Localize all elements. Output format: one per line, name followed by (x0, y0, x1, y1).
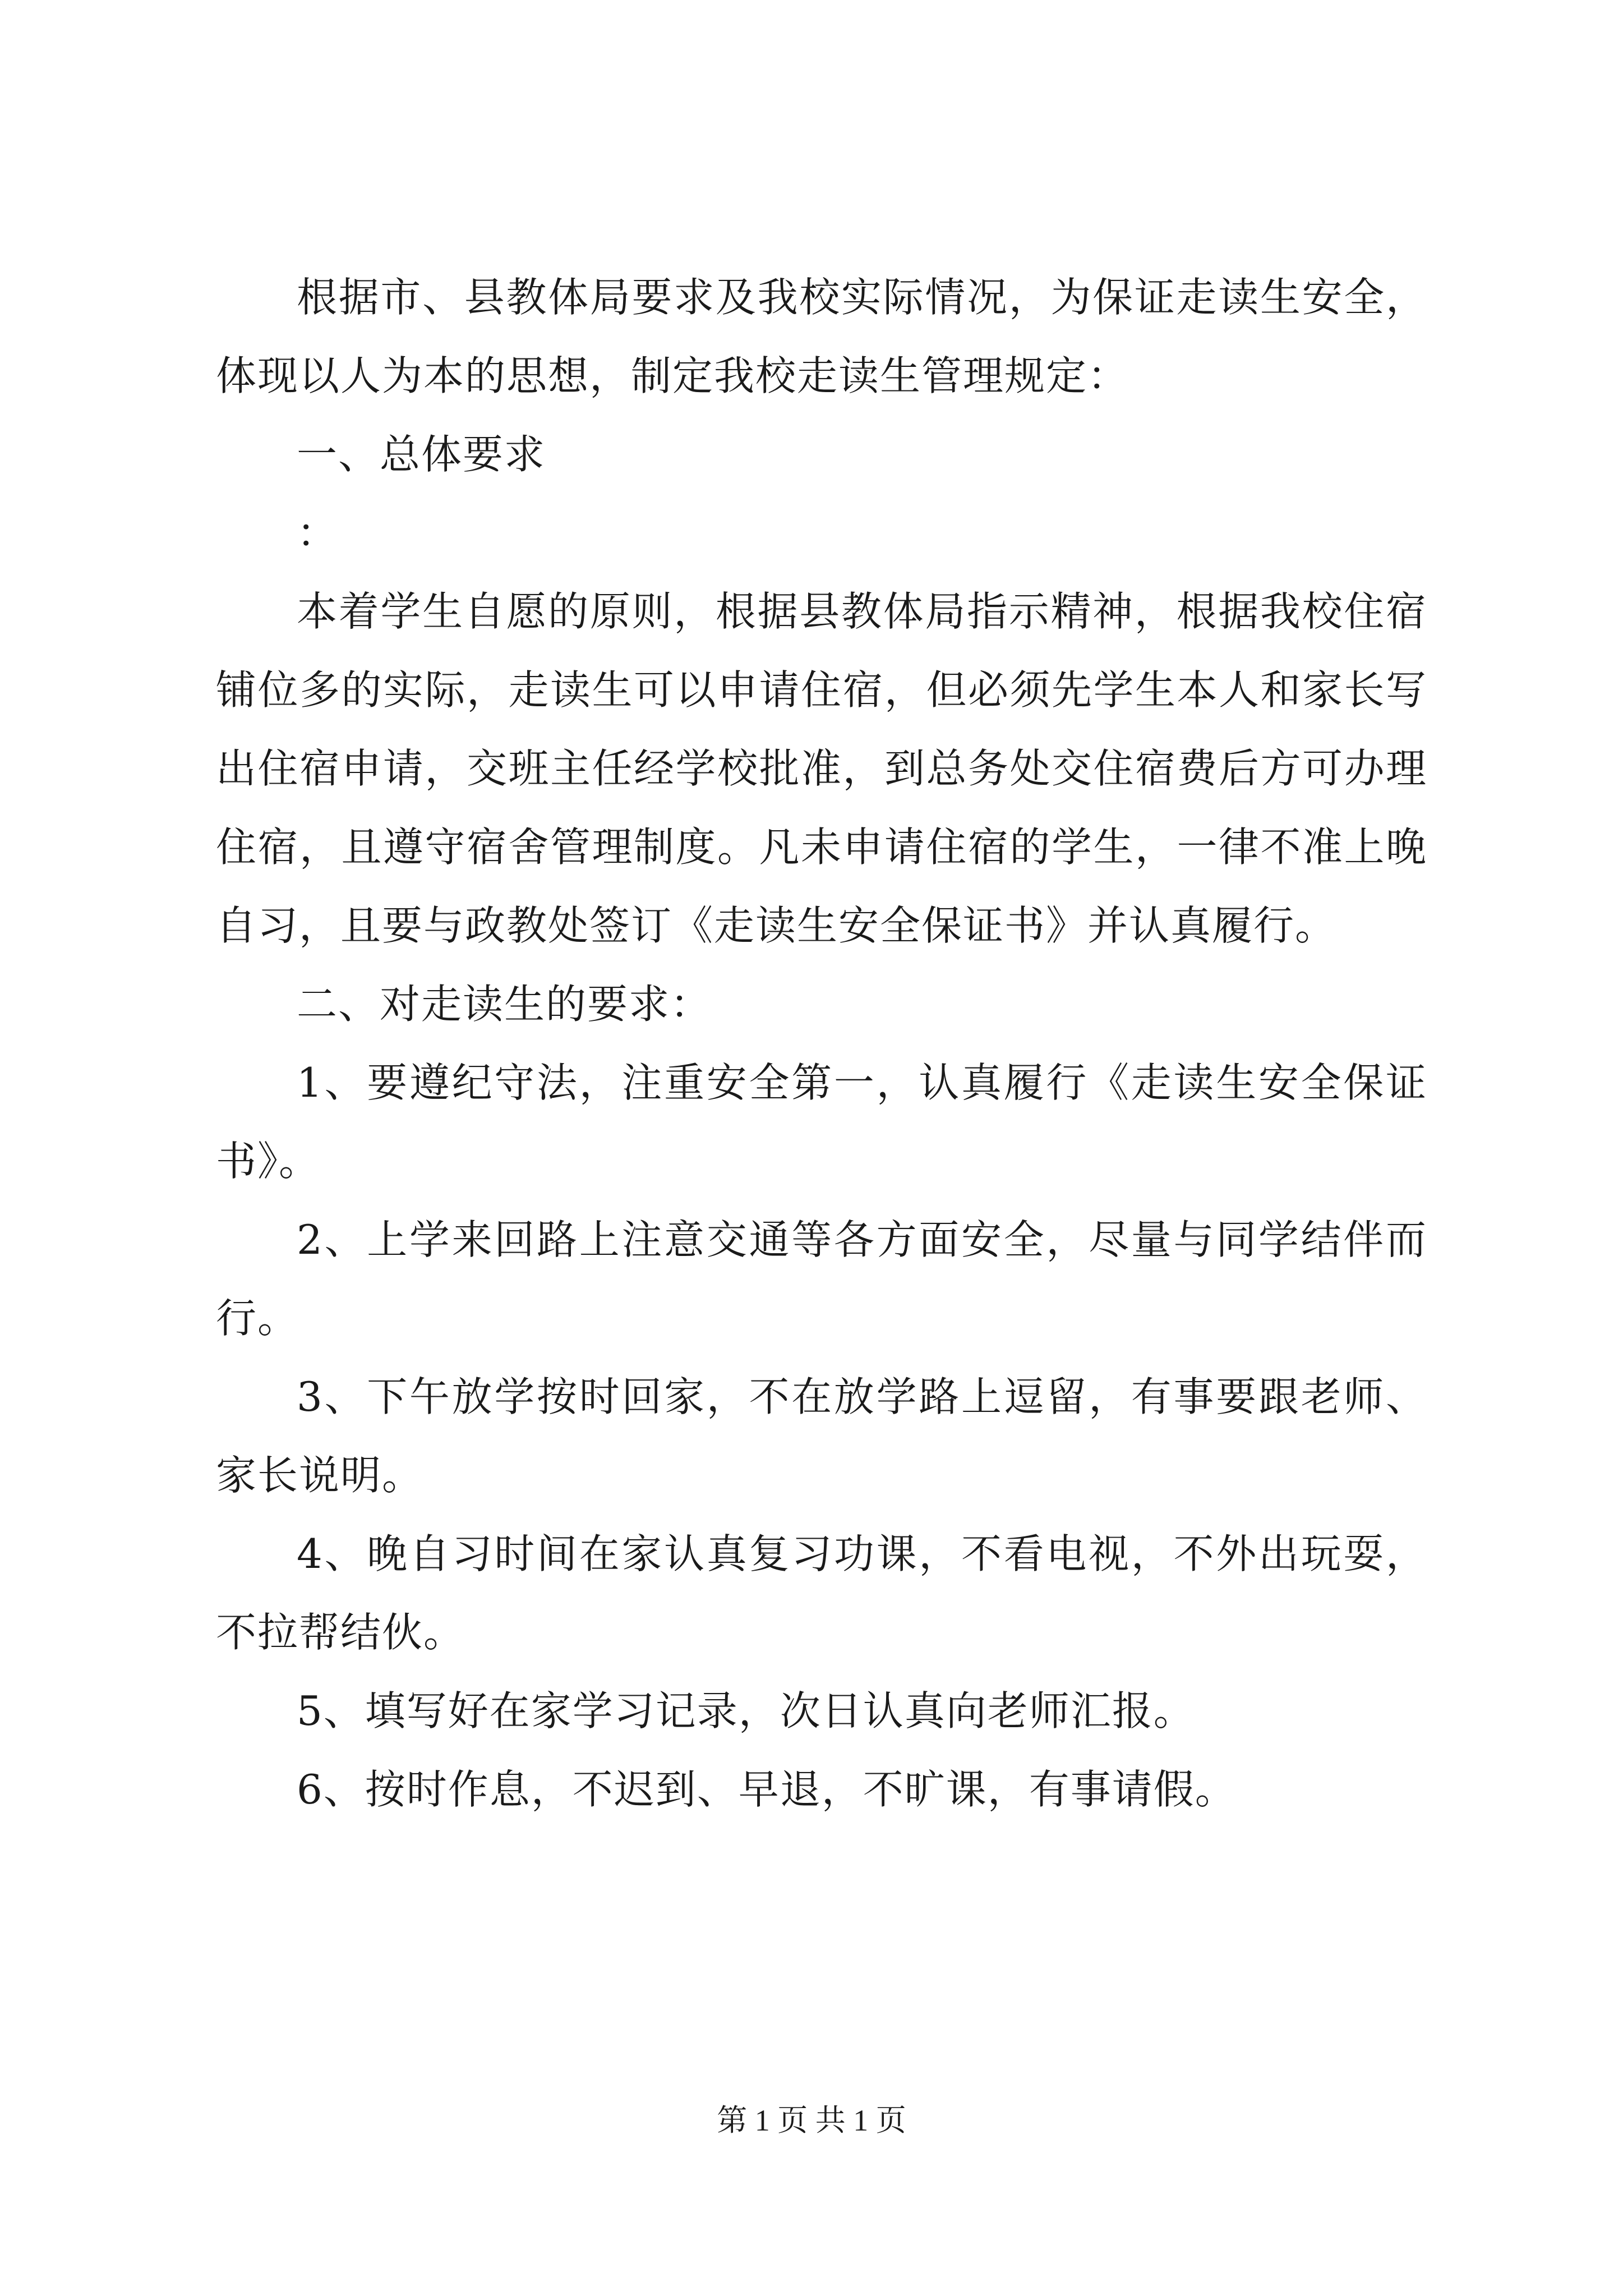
requirement-item-3: 3、下午放学按时回家，不在放学路上逗留，有事要跟老师、家长说明。 (216, 1373, 1427, 1499)
requirement-item-2: 2、上学来回路上注意交通等各方面安全，尽量与同学结伴而行。 (216, 1216, 1427, 1342)
document-body (216, 258, 1427, 1829)
requirement-item-4: 4、晚自习时间在家认真复习功课，不看电视，不外出玩耍，不拉帮结伙。 (216, 1530, 1427, 1656)
requirement-item-6: 6、按时作息，不迟到、早退，不旷课，有事请假。 (297, 1766, 1237, 1813)
section-2-title: 二、对走读生的要求： (297, 981, 712, 1028)
page-footer: 第 1 页 共 1 页 (717, 2104, 906, 2137)
section-1-body: 本着学生自愿的原则，根据县教体局指示精神，根据我校住宿铺位多的实际，走读生可以申请住宿，但必须先学生本人和家长写出住宿申请，交班主任经学校批准，到总务处交住宿费后方可办理住宿，且遵守宿舍管理制度。凡未申请住宿的学生，一律不准上晚自习，且要与政教处签订《走读生安全保证书》并认真履行。 (216, 588, 1427, 949)
section-1-colon: ： (297, 509, 339, 556)
section-1-title: 一、总体要求 (297, 431, 546, 478)
requirement-item-5: 5、填写好在家学习记录，次日认真向老师汇报。 (297, 1687, 1195, 1734)
requirement-item-1: 1、要遵纪守法，注重安全第一，认真履行《走读生安全保证书》。 (216, 1059, 1427, 1185)
intro-paragraph: 根据市、县教体局要求及我校实际情况，为保证走读生安全，体现以人为本的思想，制定我校走读生管理规定： (216, 274, 1427, 399)
